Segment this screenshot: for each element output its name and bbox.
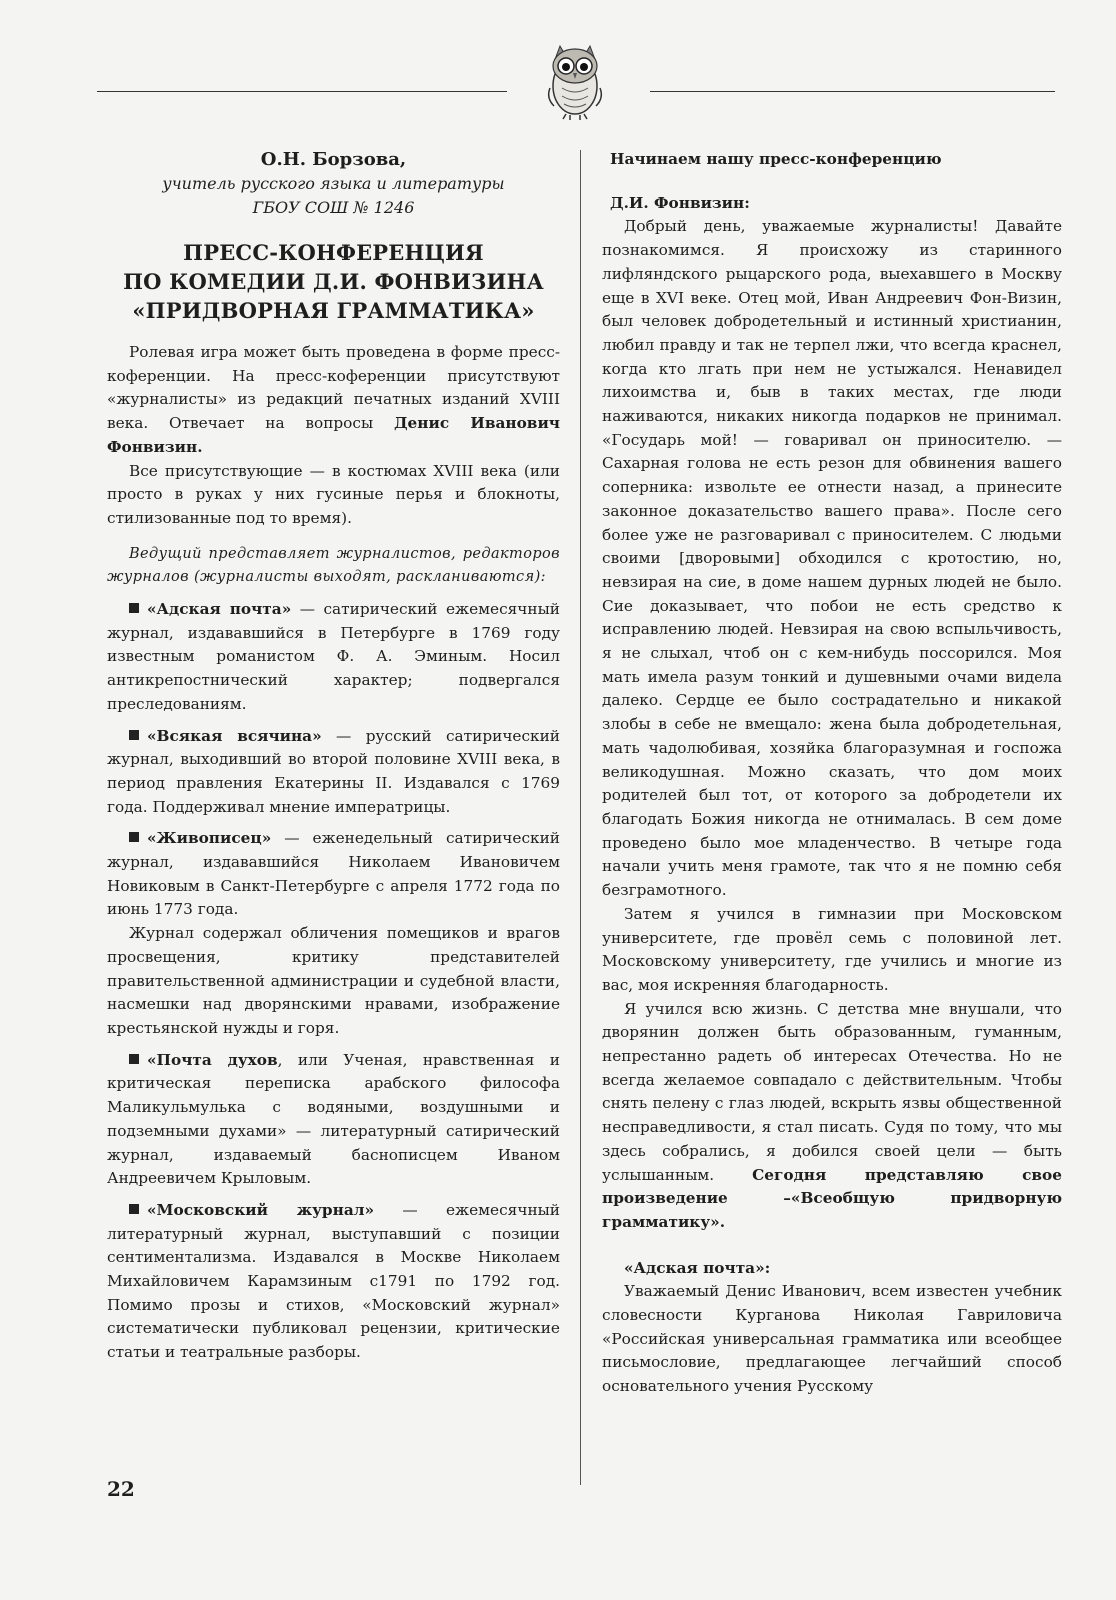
journal-name: «Живописец»: [147, 829, 272, 848]
journal-name: «Московский журнал»: [147, 1200, 375, 1219]
section-heading: Начинаем нашу пресс-конференцию: [610, 150, 942, 168]
journal-desc: — еженедельный сатирический журнал, издававшийся Николаем Ивановичем Новиковым в Санкт-Петербурге с апреля 1772 года по июнь 1773 года.: [107, 829, 560, 919]
square-bullet-icon: [129, 832, 139, 842]
left-column: [107, 148, 560, 1365]
right-column: [602, 148, 1062, 1399]
square-bullet-icon: [129, 1054, 139, 1064]
journal-name: «Адская почта»: [147, 600, 292, 619]
journal-entry: [107, 1199, 560, 1365]
column-divider: [580, 150, 581, 1485]
journal-more: Журнал содержал обличения помещиков и врагов просвещения, критику представителей правительственной администрации и судебной власти, насмешки над дворянскими нравами, изображение крестьянской нужды и горя.: [107, 924, 560, 1037]
journal-name: «Почта духов: [147, 1050, 278, 1069]
journal-desc: , или Ученая, нравственная и критическая переписка арабского философа Маликульмулька с водяными, воздушными и подземными духами» — литературный сатирический журнал, издаваемый баснописцем Иваном Андреевичем Крыловым.: [107, 1050, 560, 1188]
journal-entry: [107, 598, 560, 717]
speech-paragraph: [602, 998, 1062, 1235]
square-bullet-icon: [129, 1204, 139, 1214]
speech-bold: Сегодня представляю свое произведение –«Всеобщую придворную грамматику».: [602, 1165, 1062, 1231]
article-title: [107, 238, 560, 325]
intro-paragraph-2: Все присутствующие — в костюмах XVIII века (или просто в руках у них гусиные перья и блокноты, стилизованные под то время).: [107, 461, 560, 527]
journal-desc: — сатирический ежемесячный журнал, издававшийся в Петербурге в 1769 году известным романистом Ф. А. Эминым. Носил антикрепостнический характер; подвергался преследованиям.: [107, 600, 560, 713]
author-school: ГБОУ СОШ № 1246: [252, 198, 415, 217]
intro-paragraph: [107, 341, 560, 460]
journal-entry: [107, 827, 560, 922]
square-bullet-icon: [129, 730, 139, 740]
speech-paragraph: Добрый день, уважаемые журналисты! Давайте познакомимся. Я происхожу из старинного лифляндского рыцарского рода, выехавшего в Москву еще в XVI веке. Отец мой, Иван Андреевич Фон-Визин, был человек добродетельный и истинный христианин, любил правду и так не терпел лжи, что всегда краснел, когда кто лгать при нем не устыжался. Ненавидел лихоимства и, быв в таких местах, где люди наживаются, никаких никогда подарков не принимал. «Государь мой! — говаривал он приносителю. — Сахарная голова не есть резон для обвинения вашего соперника: извольте ее отнести назад, а принесите законное доказательство вашего права». После сего более уже не разговаривал с приносителем. С людьми своими [дворовыми] обходился с кротостию, но, невзирая на сие, в доме нашем дурных людей не было. Сие доказывает, что побои не есть средство к исправлению людей. Невзирая на свою вспыльчивость, я не слыхал, чтоб он с кем-нибудь поссорился. Моя мать имела разум тонкий и душевными очами видела далеко. Сердце ее было сострадательно и никакой злобы в себе не вмещало: жена была добродетельная, мать чадолюбивая, хозяйка благоразумная и госпожа великодушная. Можно сказать, что дом моих родителей был тот, от которого за добродетели их благодать Божия никогда не отнималась. В сем доме проведено было мое младенчество. В четыре года начали учить меня грамоте, так что я не помню себя безграмотного.: [602, 217, 1062, 900]
owl-icon: [540, 38, 610, 120]
speaker-label: Д.И. Фонвизин:: [610, 193, 750, 212]
speaker-label: «Адская почта»:: [624, 1258, 771, 1277]
header-rule-left: [97, 91, 507, 92]
page-number: 22: [107, 1477, 135, 1501]
journal-name: «Всякая всячина»: [147, 726, 322, 745]
journal-desc: — ежемесячный литературный журнал, выступавший с позиции сентиментализма. Издавался в Москве Николаем Михайловичем Карамзиным с1791 по 1792 год. Помимо прозы и стихов, «Московский журнал» систематически публиковал рецензии, критические статьи и театральные разборы.: [107, 1200, 561, 1362]
lead-note: Ведущий представляет журналистов, редакторов журналов (журналисты выходят, раскланиваются):: [107, 545, 560, 586]
square-bullet-icon: [129, 603, 139, 613]
journal-entry: [107, 1049, 560, 1191]
title-line: «ПРИДВОРНАЯ ГРАММАТИКА»: [132, 298, 535, 323]
journal-desc: — русский сатирический журнал, выходивший во второй половине XVIII века, в период правления Екатерины II. Издавался с 1769 года. Поддерживал мнение императрицы.: [107, 726, 560, 816]
title-line: ПРЕСС-КОНФЕРЕНЦИЯ: [183, 240, 484, 265]
journal-entry: [107, 725, 560, 820]
author-position: учитель русского языка и литературы: [162, 174, 505, 193]
intro-bold: Денис Иванович Фонвизин.: [107, 414, 560, 456]
question-paragraph: Уважаемый Денис Иванович, всем известен учебник словесности Курганова Николая Гавриловича «Российская универсальная грамматика или всеобщее письмословие, предлагающее легчайший способ основательного учения Русскому: [602, 1282, 1062, 1396]
header-rule-right: [650, 91, 1055, 92]
speech-text: Я учился всю жизнь. С детства мне внушали, что дворянин должен быть образованным, гуманным, непрестанно радеть об интересах Отечества. Но не всегда желаемое совпадало с действительным. Чтобы снять пелену с глаз людей, вскрыть язвы общественной несправедливости, я стал писать. Судя по тому, что мы здесь собрались, я добился своей цели — быть услышанным.: [602, 999, 1062, 1184]
author-name: О.Н. Борзова,: [260, 149, 407, 170]
title-line: ПО КОМЕДИИ Д.И. ФОНВИЗИНА: [123, 269, 544, 294]
intro-text: Ролевая игра может быть проведена в форме пресс-коференции. На пресс-коференции присутствуют «журналисты» из редакций печатных изданий XVIII века. Отвечает на вопросы: [107, 343, 560, 433]
speech-paragraph: Затем я учился в гимназии при Московском университете, где провёл семь с половиной лет. Московскому университету, где учились и многие из вас, моя искренняя благодарность.: [602, 904, 1062, 994]
